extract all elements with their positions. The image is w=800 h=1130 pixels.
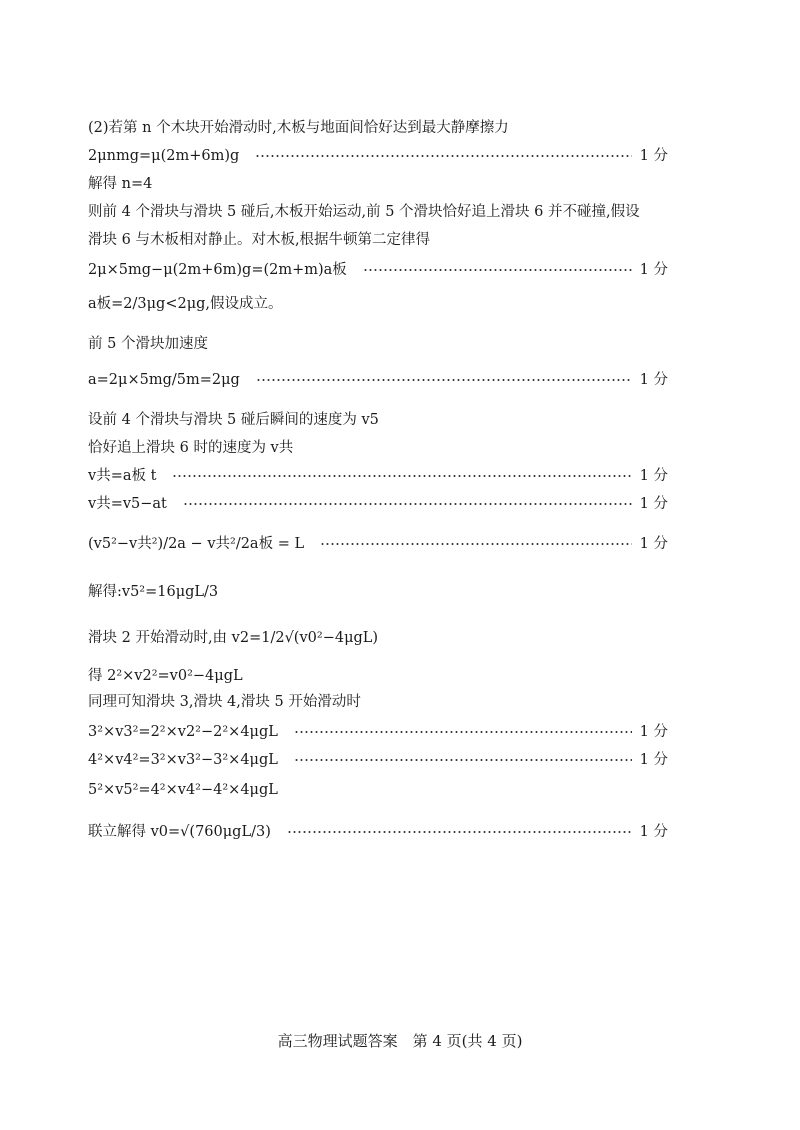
leader-dots: [172, 475, 631, 477]
equation-12-row: [88, 750, 668, 770]
equation-12: 4²×v4²=3²×v3²−3²×4μgL: [88, 752, 278, 768]
score-label: 1 分: [639, 148, 668, 164]
equation-1-row: [88, 146, 668, 166]
v5-intro: 设前 4 个滑块与滑块 5 碰后瞬间的速度为 v5: [88, 412, 379, 428]
page-footer: 高三物理试题答案 第 4 页(共 4 页): [277, 1032, 523, 1050]
equation-14-row: [88, 822, 668, 842]
equation-13: 5²×v5²=4²×v4²−4²×4μgL: [88, 782, 278, 798]
score-label: 1 分: [639, 536, 668, 552]
same-reason: 同理可知滑块 3,滑块 4,滑块 5 开始滑动时: [88, 694, 361, 710]
equation-2-row: [88, 260, 668, 280]
equation-11-row: [88, 722, 668, 742]
part2-intro: (2)若第 n 个木块开始滑动时,木板与地面间恰好达到最大静摩擦力: [88, 120, 509, 136]
equation-4-row: [88, 370, 668, 390]
equation-6-row: [88, 494, 668, 514]
accel-heading: 前 5 个滑块加速度: [88, 336, 208, 352]
vgong-intro: 恰好追上滑块 6 时的速度为 v共: [88, 440, 294, 456]
equation-2: 2μ×5mg−μ(2m+6m)g=(2m+m)a板: [88, 262, 347, 278]
equation-7-row: [88, 534, 668, 554]
equation-10: 得 2²×v2²=v0²−4μgL: [88, 668, 243, 684]
equation-6: v共=v5−at: [88, 496, 167, 512]
equation-4: a=2μ×5mg/5m=2μg: [88, 372, 240, 388]
score-label: 1 分: [639, 372, 668, 388]
equation-3: a板=2/3μg<2μg,假设成立。: [88, 296, 283, 312]
leader-dots: [287, 831, 632, 833]
score-label: 1 分: [639, 724, 668, 740]
equation-8: 解得:v5²=16μgL/3: [88, 584, 219, 600]
equation-1: 2μnmg=μ(2m+6m)g: [88, 148, 240, 164]
leader-dots: [294, 759, 632, 761]
equation-5-row: [88, 466, 668, 486]
para1-line1: 则前 4 个滑块与滑块 5 碰后,木板开始运动,前 5 个滑块恰好追上滑块 6 并不碰撞,假设: [88, 204, 640, 220]
leader-dots: [363, 269, 632, 271]
equation-7: (v5²−v共²)/2a − v共²/2a板 = L: [88, 536, 305, 552]
leader-dots: [294, 731, 632, 733]
leader-dots: [256, 379, 632, 381]
score-label: 1 分: [639, 752, 668, 768]
para1-line2: 滑块 6 与木板相对静止。对木板,根据牛顿第二定律得: [88, 232, 431, 248]
equation-5: v共=a板 t: [88, 468, 157, 484]
leader-dots: [183, 503, 632, 505]
score-label: 1 分: [639, 824, 668, 840]
leader-dots: [320, 543, 632, 545]
equation-14: 联立解得 v0=√(760μgL/3): [88, 824, 271, 840]
equation-9: 滑块 2 开始滑动时,由 v2=1/2√(v0²−4μgL): [88, 630, 379, 646]
score-label: 1 分: [639, 496, 668, 512]
leader-dots: [255, 155, 631, 157]
equation-11: 3²×v3²=2²×v2²−2²×4μgL: [88, 724, 278, 740]
solve-n: 解得 n=4: [88, 176, 153, 192]
score-label: 1 分: [639, 468, 668, 484]
score-label: 1 分: [639, 262, 668, 278]
